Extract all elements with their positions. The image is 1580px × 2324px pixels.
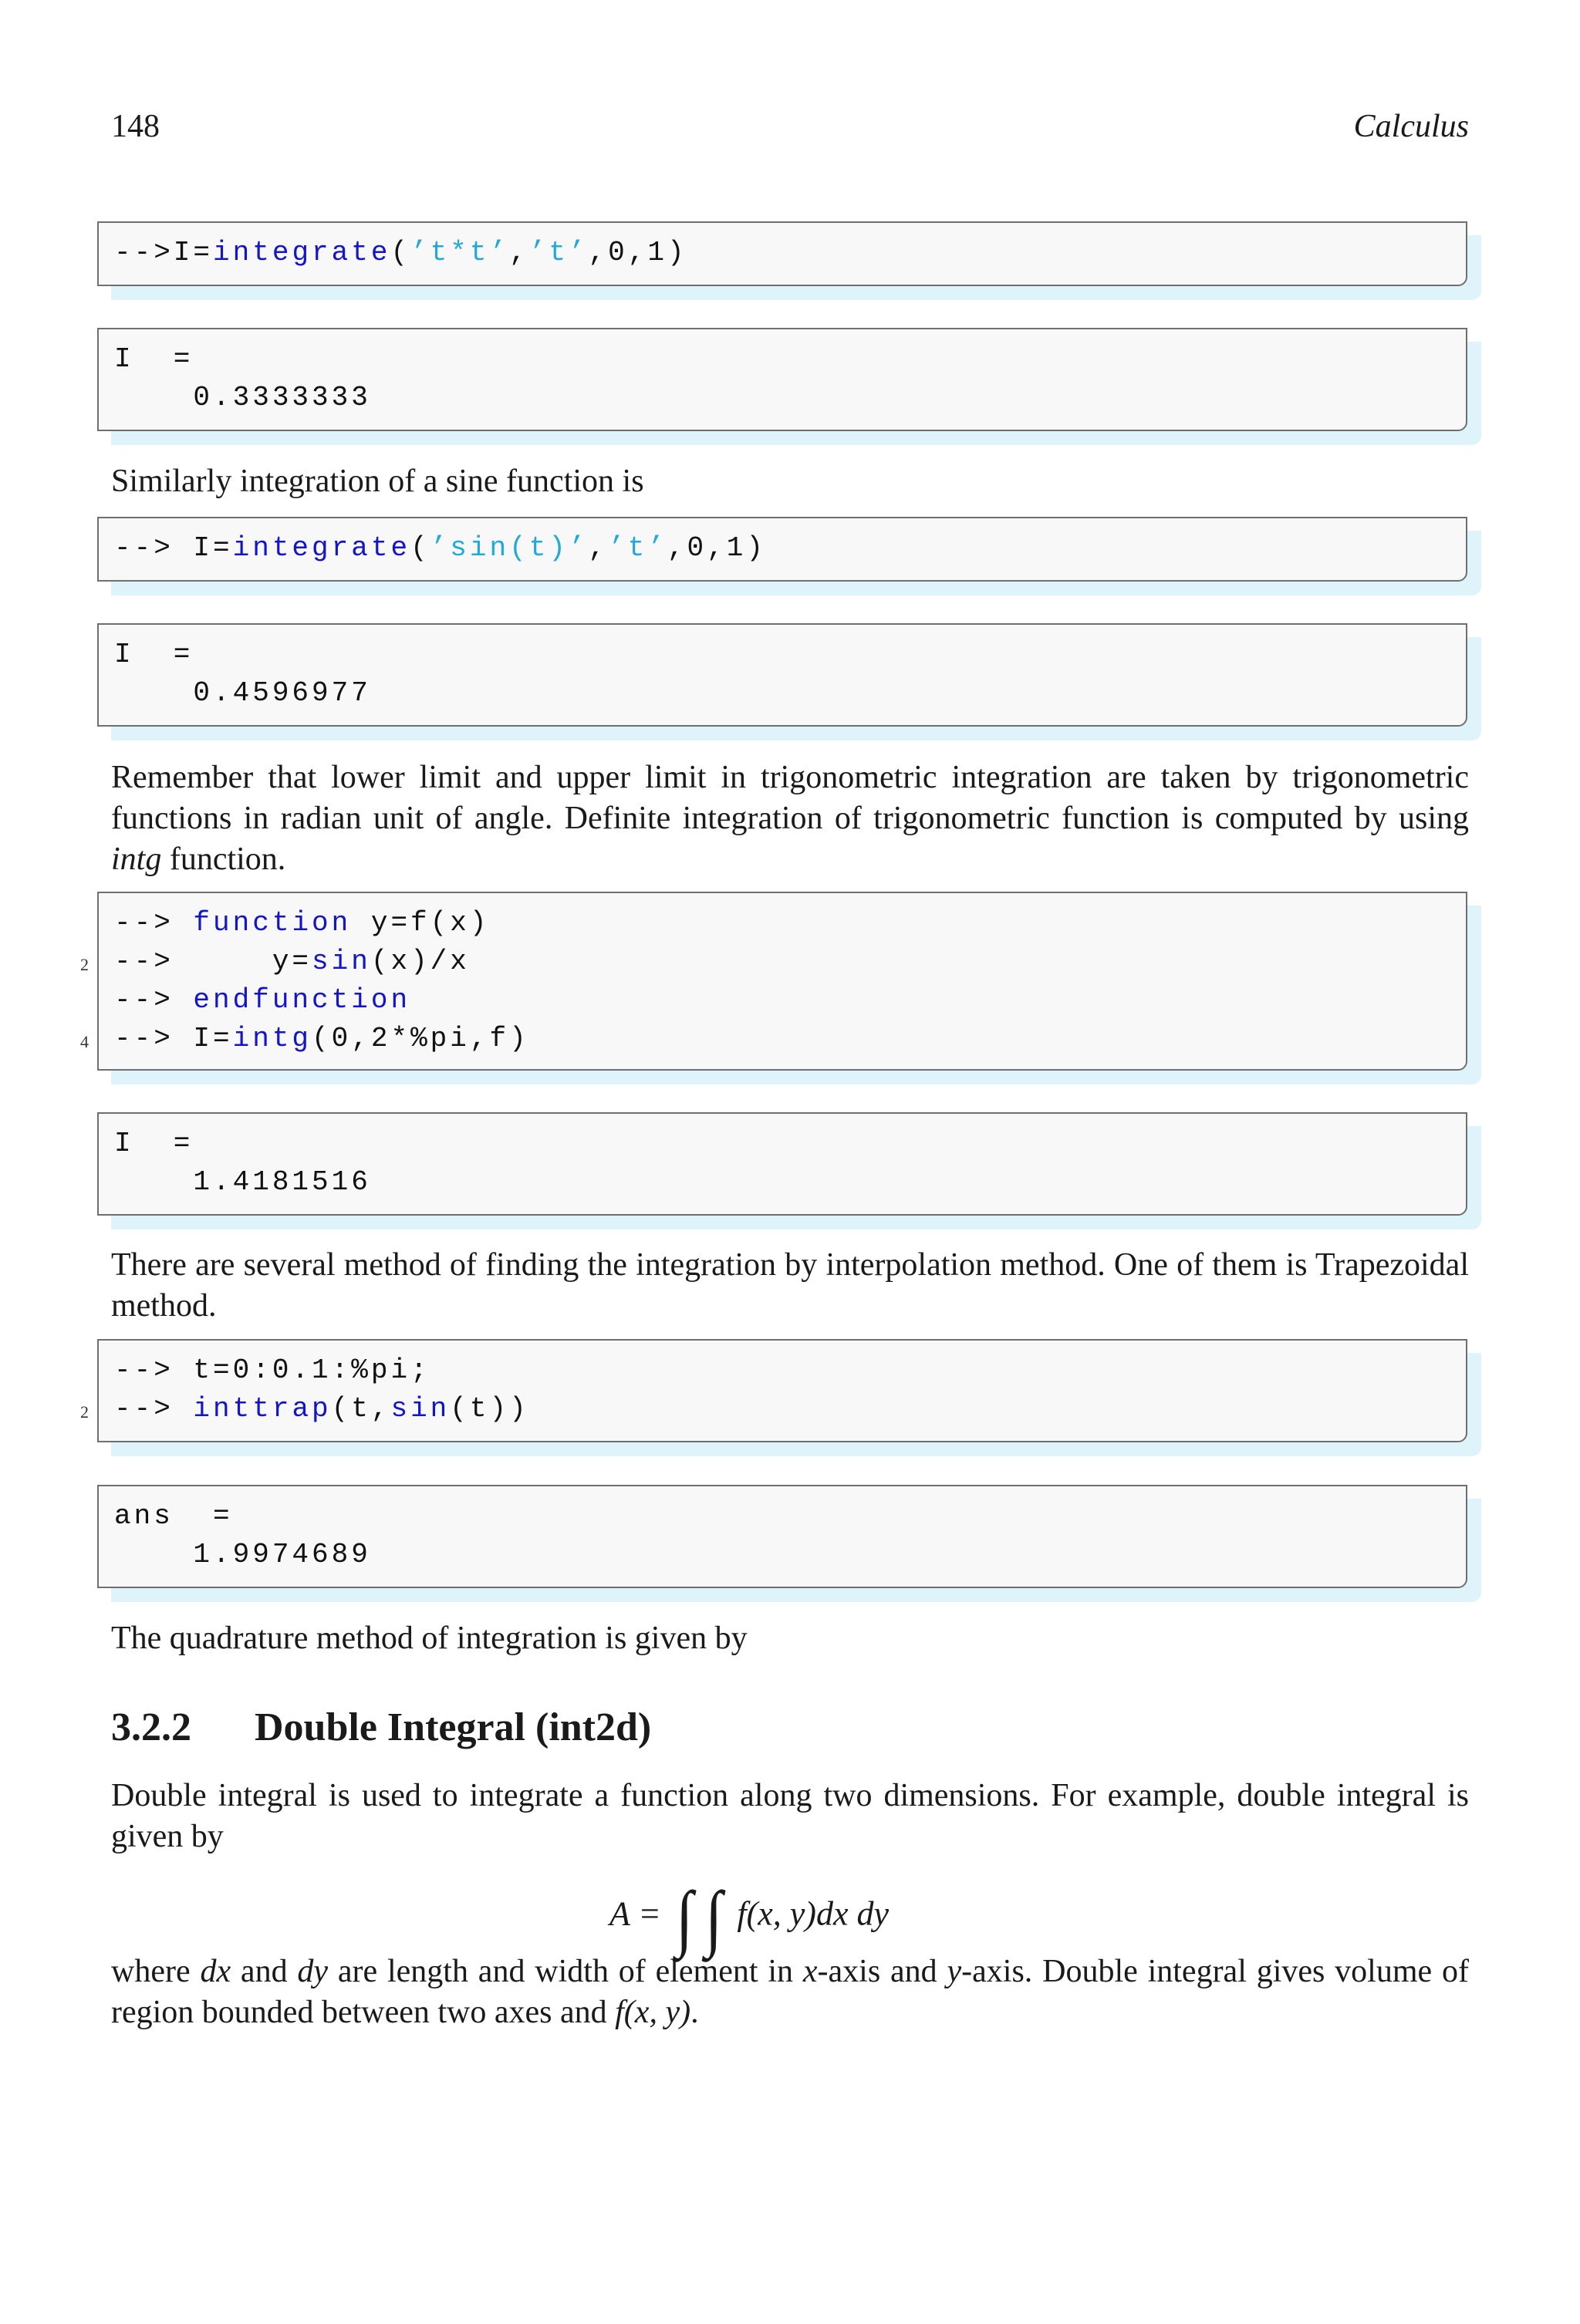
paragraph-1: Similarly integration of a sine function is — [111, 464, 644, 499]
page-header — [111, 108, 1469, 151]
math-x: x — [802, 1954, 818, 1989]
running-title: Calculus — [1353, 109, 1469, 144]
page-number: 148 — [111, 109, 160, 144]
section-heading — [111, 1705, 651, 1750]
code-text: ,0,1) — [667, 532, 766, 564]
section-title: Double Integral (int2d) — [255, 1705, 652, 1749]
paragraph-5: Double integral is used to integrate a function along two dimensions. For example, double integral is given by — [111, 1778, 1469, 1854]
output-block-3 — [97, 1112, 1467, 1216]
code-string: ’t’ — [608, 532, 667, 564]
code-text: -->I= — [114, 237, 214, 268]
code-keyword: integrate — [213, 237, 391, 268]
code-line — [114, 1354, 430, 1386]
code-keyword: sin — [312, 946, 371, 977]
math-dx: dx — [200, 1954, 231, 1989]
text: . — [690, 1995, 699, 2030]
code-keyword: intg — [232, 1023, 312, 1054]
math-dy: dy — [297, 1954, 329, 1989]
output-value: 1.9974689 — [114, 1539, 371, 1570]
text: are length and width of element in — [328, 1954, 803, 1989]
code-text: --> I= — [114, 532, 233, 564]
code-line — [114, 946, 470, 977]
text: and — [231, 1954, 298, 1989]
integral-sign: ∫ — [675, 1876, 694, 1958]
formula-lhs: A = — [609, 1894, 661, 1933]
code-string: ’t*t’ — [410, 237, 510, 268]
paragraph-4: The quadrature method of integration is given by — [111, 1621, 748, 1656]
output-block-4 — [97, 1485, 1467, 1588]
code-text: --> y= — [114, 946, 312, 977]
paragraph-2-tail: function. — [161, 842, 286, 877]
code-text: , — [509, 237, 529, 268]
code-text: , — [588, 532, 609, 564]
code-text: ( — [390, 237, 411, 268]
code-block-4 — [80, 1339, 1467, 1442]
text: -axis and — [817, 1954, 947, 1989]
integral-sign: ∫ — [705, 1876, 723, 1958]
code-line — [114, 237, 687, 268]
output-label: ans = — [114, 1500, 233, 1532]
text: -axis. Double integral gives volume of region bounded between two axes and — [111, 1954, 1469, 2030]
code-text: (x)/x — [370, 946, 470, 977]
code-line — [114, 907, 489, 939]
text: where — [111, 1954, 201, 1989]
code-text: ,0,1) — [588, 237, 687, 268]
section-number: 3.2.2 — [111, 1705, 191, 1749]
code-text: y=f(x) — [351, 907, 490, 939]
line-number: 2 — [80, 1402, 89, 1422]
code-line — [114, 1023, 529, 1054]
code-text: --> I= — [114, 1023, 233, 1054]
math-y: y — [947, 1954, 962, 1989]
code-text: (0,2*%pi,f) — [312, 1023, 529, 1054]
code-text: --> — [114, 907, 194, 939]
output-value: 0.3333333 — [114, 382, 371, 413]
code-block-3 — [80, 892, 1467, 1071]
paragraph-3: There are several method of finding the integration by interpolation method. One of them is Trapezoidal method. — [111, 1247, 1469, 1324]
code-keyword: function — [193, 907, 352, 939]
code-text: --> — [114, 1393, 194, 1425]
output-label: I = — [114, 639, 194, 670]
output-label: I = — [114, 343, 194, 375]
code-keyword: integrate — [232, 532, 411, 564]
formula-integrand: f(x, y)dx dy — [737, 1894, 890, 1933]
code-text: --> t=0:0.1:%pi; — [114, 1354, 430, 1386]
code-string: ’sin(t)’ — [430, 532, 589, 564]
output-value: 1.4181516 — [114, 1166, 371, 1198]
code-keyword: endfunction — [193, 984, 411, 1016]
paragraph-6 — [111, 1951, 1469, 2033]
code-text: (t, — [331, 1393, 391, 1425]
code-string: ’t’ — [528, 237, 589, 268]
paragraph-2 — [111, 757, 1469, 880]
double-integral-formula — [609, 1874, 889, 1960]
code-text: (t)) — [450, 1393, 529, 1425]
output-block-1 — [97, 328, 1467, 431]
code-keyword: sin — [390, 1393, 451, 1425]
function-name-emphasis: intg — [111, 842, 162, 877]
output-value: 0.4596977 — [114, 677, 371, 709]
code-line — [114, 1393, 529, 1425]
code-text: ( — [410, 532, 430, 564]
code-line — [114, 532, 766, 564]
code-block-1 — [97, 221, 1467, 286]
line-number: 2 — [80, 955, 89, 974]
code-line — [114, 984, 410, 1016]
code-keyword: inttrap — [193, 1393, 332, 1425]
code-block-2 — [97, 517, 1467, 582]
paragraph-2-text: Remember that lower limit and upper limit in trigonometric integration are taken by trigonometric functions in radian unit of angle. Definite integration of trigonometric function is computed by using — [111, 760, 1469, 836]
code-text: --> — [114, 984, 194, 1016]
line-number: 4 — [80, 1032, 89, 1051]
output-block-2 — [97, 623, 1467, 727]
math-fxy: f(x, y) — [615, 1995, 691, 2030]
output-label: I = — [114, 1128, 194, 1159]
